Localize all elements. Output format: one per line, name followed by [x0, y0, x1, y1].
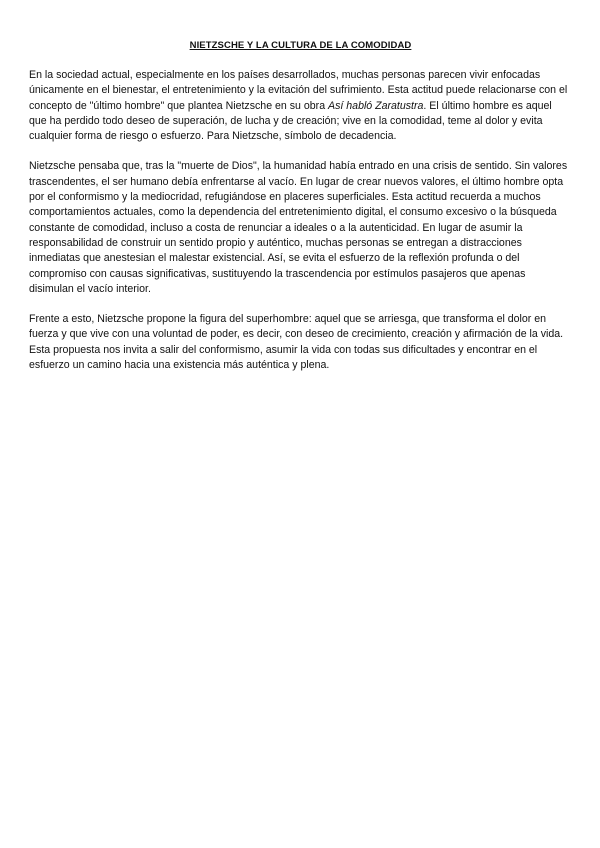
book-title-italic: Así habló Zaratustra: [328, 99, 424, 112]
paragraph-1-text-end: . El último hombre es aquel que ha perdido todo deseo de superación, de lucha y de creación; vive en la comodidad, teme al dolor y evita cualquier forma de riesgo o esfuerzo. Para Nietzsche, símbolo de decadencia.: [29, 99, 552, 143]
paragraph-1-text-start: En la sociedad actual, especialmente en los países desarrollados, muchas personas parecen vivir enfocadas únicamente en el bienestar, el entretenimiento y la evitación del sufrimiento. Esta actitud puede relacionarse con el concepto de "último hombre" que plantea Nietzsche en su obra: [29, 69, 568, 112]
paragraph-ultimo-hombre: [29, 68, 572, 144]
paragraph-superhombre: Frente a esto, Nietzsche propone la figura del superhombre: aquel que se arriesga, que transforma el dolor en fuerza y que vive con una voluntad de poder, es decir, con deseo de crecimiento, creación y afirmación de la vida. Esta propuesta nos invita a salir del conformismo, asumir la vida con todas sus dificultades y encontrar en el esfuerzo un camino hacia una existencia más auténtica y plena.: [29, 313, 564, 372]
document-page: [29, 40, 572, 388]
document-title: NIETZSCHE Y LA CULTURA DE LA COMODIDAD: [189, 40, 412, 51]
paragraph-muerte-de-dios: Nietzsche pensaba que, tras la "muerte de Dios", la humanidad había entrado en una crisis de sentido. Sin valores trascendentes, el ser humano debía enfrentarse al vacío. En lugar de crear nuevos valores, el último hombre opta por el conformismo y la mediocridad, refugiándose en placeres superficiales. Esta actitud recuerda a muchos comportamientos actuales, como la dependencia del entretenimiento digital, el consumo excesivo o la búsqueda constante de comodidad, incluso a costa de renunciar a ideales o a la autenticidad. En lugar de asumir la responsabilidad de construir un sentido propio y auténtico, muchas personas se entregan a distracciones inmediatas que anestesian el malestar existencial. Así, se evita el esfuerzo de la reflexión profunda o del compromiso con causas significativas, sustituyendo la trascendencia por estímulos pasajeros que apenas disimulan el vacío interior.: [29, 160, 568, 295]
